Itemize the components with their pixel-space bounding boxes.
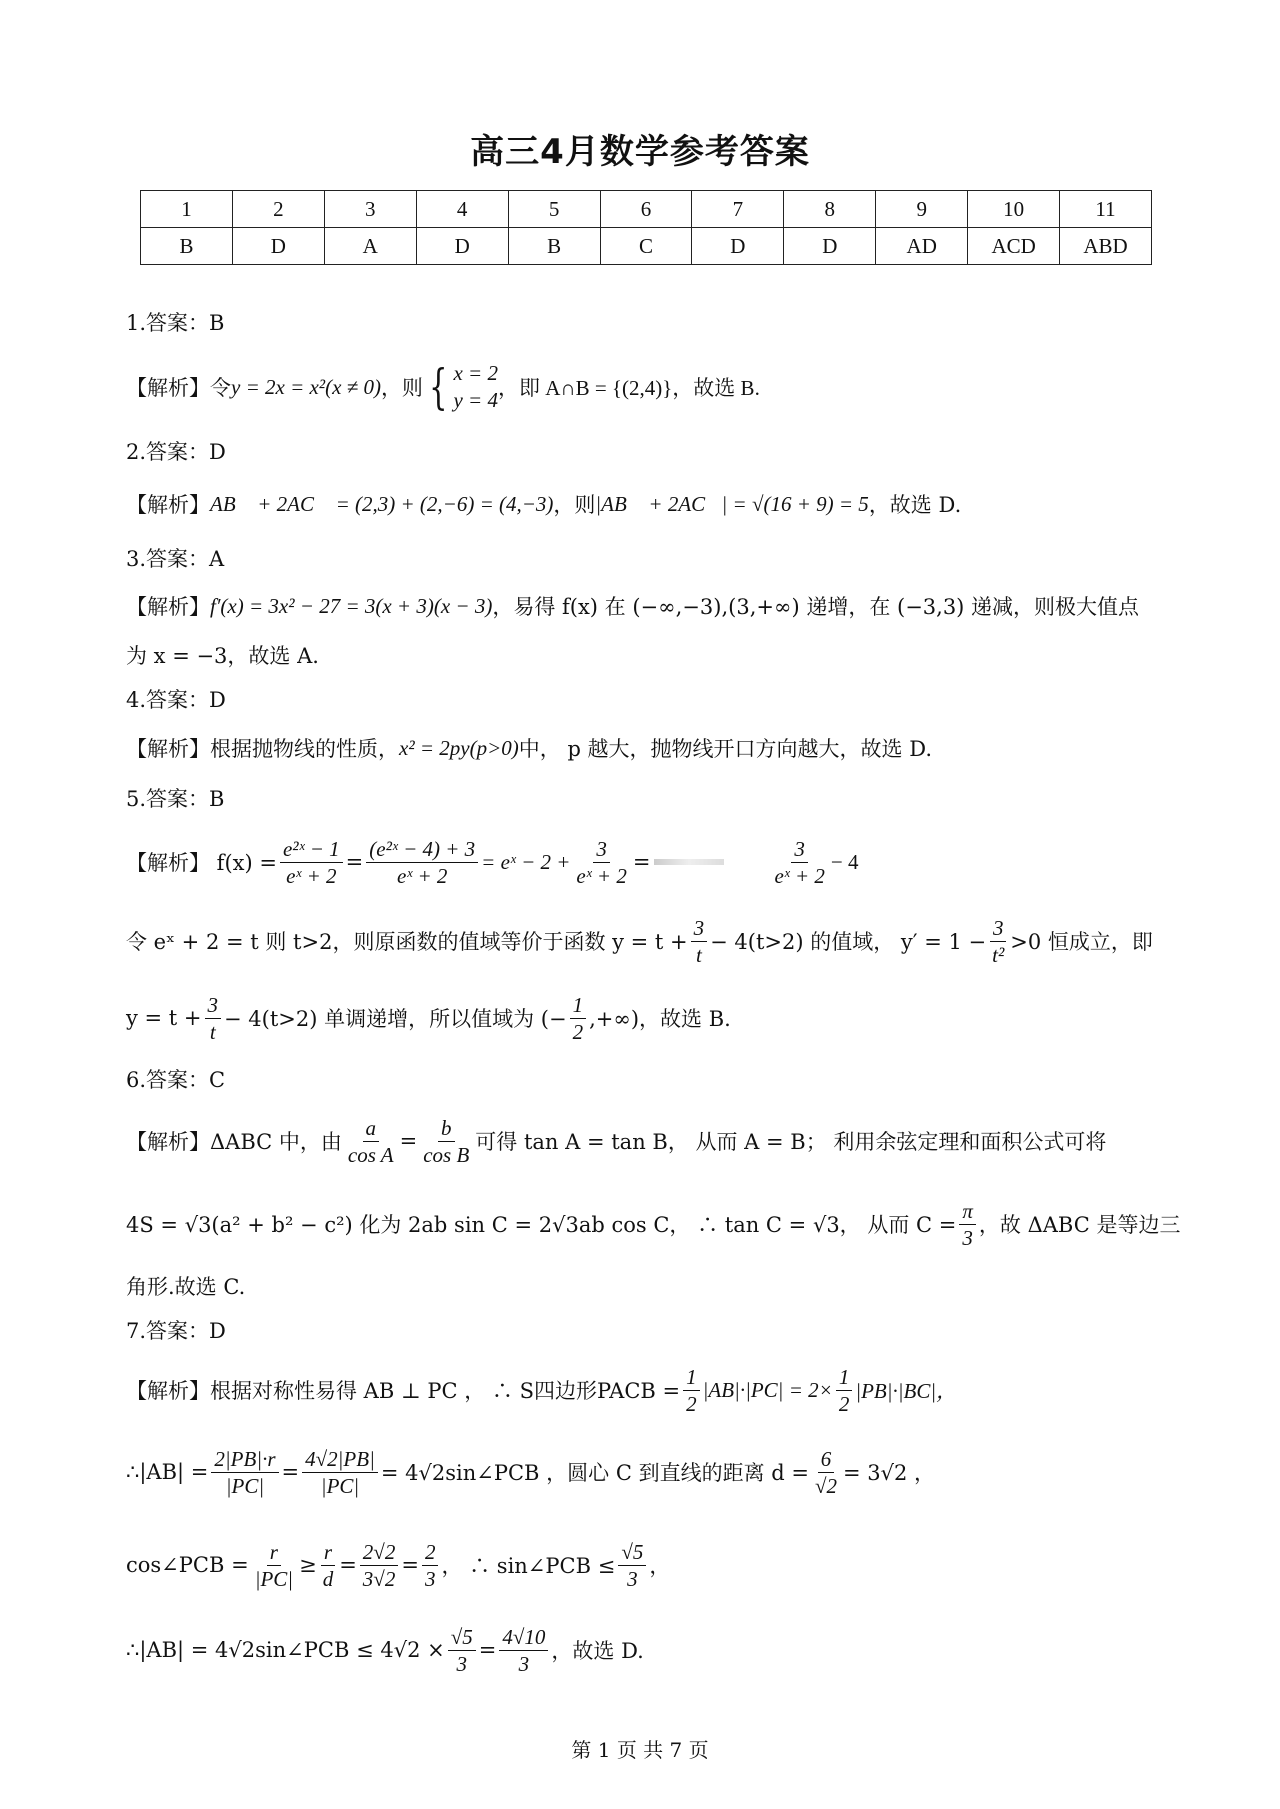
fraction (320, 1539, 337, 1592)
formula: f′(x) = 3x² − 27 = 3(x + 3)(x − 3) (210, 593, 493, 618)
text: ， (649, 1554, 671, 1578)
fraction (570, 992, 587, 1045)
answer-cell: B (141, 228, 233, 265)
question-number-cell: 5 (508, 191, 600, 228)
fraction (366, 836, 478, 889)
text: 令 eˣ + 2 = t 则 t>2，则原函数的值域等价于函数 y = t + (126, 930, 688, 954)
denominator: 2 (572, 1019, 584, 1044)
formula: x² = 2py(p>0) (399, 735, 519, 760)
fraction (959, 1198, 976, 1251)
q5-answer: 5.答案：B (126, 787, 225, 811)
numerator: 3 (691, 915, 708, 942)
q5-solution (126, 832, 858, 892)
fraction (683, 1364, 700, 1417)
denominator: eˣ + 2 (397, 863, 448, 888)
fraction (211, 1446, 278, 1499)
text: >0 恒成立，即 (1010, 930, 1153, 954)
text: = (399, 1129, 418, 1153)
fraction (989, 915, 1007, 968)
answer-cell: D (784, 228, 876, 265)
q5-solution-line3 (126, 988, 731, 1048)
equation-system: { x = 2 y = 4 (429, 359, 498, 415)
denominator: 2 (686, 1391, 697, 1416)
question-number-cell: 8 (784, 191, 876, 228)
text: 【解析】根据抛物线的性质， (126, 737, 399, 761)
text: ≥ (299, 1553, 317, 1577)
answer-row (141, 228, 1152, 265)
numerator: √5 (448, 1624, 476, 1651)
numerator: (e²ˣ − 4) + 3 (366, 836, 478, 863)
fraction (573, 836, 629, 889)
fraction (618, 1539, 646, 1592)
fraction (448, 1624, 476, 1677)
fraction (302, 1446, 378, 1499)
text: − 4(t>2) 的值域， y′ = 1 − (710, 930, 987, 954)
text: = (339, 1553, 357, 1577)
text: ，则 (553, 493, 596, 517)
text: = (401, 1553, 419, 1577)
eq: x = 2 (453, 361, 498, 385)
text: = eˣ − 2 + (481, 849, 571, 874)
fraction (812, 1446, 840, 1499)
fraction (280, 836, 343, 889)
question-number-cell: 4 (416, 191, 508, 228)
q7-solution-line2 (126, 1442, 935, 1502)
denominator: 2 (838, 1391, 850, 1416)
answer-cell: AD (876, 228, 968, 265)
text: |AB|·|PC| = 2× (702, 1377, 833, 1402)
q1-solution (126, 357, 760, 417)
q6-answer: 6.答案：C (126, 1068, 226, 1092)
text: = (345, 850, 364, 874)
text: 4S = √3(a² + b² − c²) 化为 2ab sin C = 2√3ab cos C， ∴ tan C = √3， 从而 C = (126, 1213, 957, 1237)
numerator: e²ˣ − 1 (280, 836, 343, 863)
numerator: 3 (593, 836, 610, 863)
text: y = t + (126, 1006, 202, 1030)
fraction (345, 1115, 397, 1168)
numerator: 1 (683, 1364, 700, 1391)
q7-solution (126, 1360, 957, 1420)
q7-answer: 7.答案：D (126, 1319, 226, 1343)
question-number-cell: 7 (692, 191, 784, 228)
fraction (252, 1539, 296, 1592)
question-number-cell: 10 (968, 191, 1060, 228)
q7-solution-line3 (126, 1535, 670, 1595)
q6-solution (126, 1111, 1106, 1171)
denominator: t² (992, 942, 1005, 967)
denominator: √2 (814, 1473, 837, 1498)
question-number-cell: 6 (600, 191, 692, 228)
text: = (478, 1638, 497, 1662)
denominator: t (695, 942, 702, 967)
denominator: 3 (518, 1651, 530, 1676)
numerator: 4√2|PB| (302, 1446, 378, 1473)
answer-cell: D (692, 228, 784, 265)
text: 【解析】令 (126, 376, 231, 400)
denominator: |PC| (225, 1473, 265, 1498)
denominator: eˣ + 2 (774, 863, 825, 888)
answer-cell: D (416, 228, 508, 265)
denominator: 3 (456, 1651, 467, 1676)
numerator: √5 (618, 1539, 646, 1566)
fraction (771, 836, 827, 889)
text: = (281, 1460, 300, 1484)
text: ,+∞)，故选 B. (589, 1007, 731, 1031)
numerator: 3 (205, 992, 222, 1019)
numerator: 3 (990, 915, 1007, 942)
blurred-region (654, 859, 724, 865)
numerator: 3 (791, 836, 808, 863)
text: 【解析】ΔABC 中，由 (126, 1130, 342, 1154)
text: ，故选 D. (551, 1639, 644, 1663)
eq: y = 4 (453, 388, 498, 412)
denominator: cos A (347, 1142, 394, 1167)
fraction (422, 1539, 439, 1592)
text: ，故 ΔABC 是等边三 (978, 1213, 1181, 1237)
q3-answer: 3.答案：A (126, 547, 225, 571)
text: ，易得 f(x) 在 (−∞,−3),(3,+∞) 递增，在 (−3,3) 递减，则极大值点 (492, 595, 1140, 619)
q6-solution-line3: 角形.故选 C. (126, 1275, 246, 1299)
text: ，则 (380, 376, 423, 400)
text: 可得 tan A = tan B， 从而 A = B； 利用余弦定理和面积公式可将 (475, 1130, 1107, 1154)
fraction (360, 1539, 399, 1592)
numerator: r (321, 1539, 335, 1566)
numerator: a (363, 1115, 380, 1142)
fraction (205, 992, 222, 1045)
denominator: t (209, 1019, 216, 1044)
q4-solution (126, 718, 932, 778)
text: |PB|·|BC|， (855, 1379, 958, 1403)
text: = 4√2sin∠PCB ，圆心 C 到直线的距离 d = (380, 1461, 809, 1485)
numerator: 2 (422, 1539, 439, 1566)
denominator: 3 (962, 1225, 973, 1250)
question-number-cell: 9 (876, 191, 968, 228)
fraction (836, 1364, 853, 1417)
page-footer: 第 1 页 共 7 页 (571, 1738, 709, 1762)
answer-cell: D (232, 228, 324, 265)
numerator: π (959, 1198, 976, 1225)
denominator: 3√2 (362, 1566, 396, 1591)
answer-cell: ABD (1060, 228, 1152, 265)
text: − 4 (830, 849, 859, 874)
numerator: 2|PB|·r (211, 1446, 278, 1473)
text: 【解析】 (126, 595, 210, 619)
denominator: |PC| (320, 1473, 360, 1498)
text: ， ∴ sin∠PCB ≤ (441, 1554, 616, 1578)
text: 中， p 越大，抛物线开口方向越大，故选 D. (518, 737, 932, 761)
text: ∴|AB| = (126, 1460, 209, 1484)
numerator: 1 (570, 992, 587, 1019)
text: cos∠PCB = (126, 1553, 249, 1577)
denominator: d (322, 1566, 334, 1591)
answer-cell: A (324, 228, 416, 265)
q7-solution-line4 (126, 1620, 644, 1680)
text: ，故选 D. (868, 493, 962, 517)
denominator: 3 (627, 1566, 638, 1591)
formula: y = 2x = x²(x ≠ 0) (231, 374, 381, 399)
q3-solution-cont: 为 x = −3，故选 A. (126, 644, 319, 668)
text: 【解析】 f(x) = (126, 851, 277, 875)
question-number-row (141, 191, 1152, 228)
page-title: 高三4月数学参考答案 (470, 132, 810, 172)
numerator: 4√10 (499, 1624, 548, 1651)
numerator: 1 (836, 1364, 853, 1391)
numerator: r (267, 1539, 281, 1566)
q1-answer: 1.答案：B (126, 311, 225, 335)
q2-solution (126, 474, 961, 534)
text: 【解析】根据对称性易得 AB ⊥ PC ， ∴ S四边形PACB = (126, 1379, 681, 1403)
numerator: b (438, 1115, 455, 1142)
question-number-cell: 11 (1060, 191, 1152, 228)
denominator: eˣ + 2 (286, 863, 337, 888)
formula: AB⃗ + 2AC⃗ = (2,3) + (2,−6) = (4,−3) (210, 491, 554, 516)
text: 【解析】 (126, 493, 210, 517)
q5-solution-line2 (126, 911, 1153, 971)
answer-cell: C (600, 228, 692, 265)
question-number-cell: 3 (324, 191, 416, 228)
formula: |AB⃗ + 2AC⃗| = √(16 + 9) = 5 (595, 491, 869, 516)
answer-cell: B (508, 228, 600, 265)
answer-cell: ACD (968, 228, 1060, 265)
numerator: 6 (818, 1446, 835, 1473)
denominator: |PC| (254, 1566, 294, 1591)
text: ∴|AB| = 4√2sin∠PCB ≤ 4√2 × (126, 1638, 445, 1662)
answer-table (140, 190, 1152, 265)
numerator: 2√2 (360, 1539, 399, 1566)
denominator: cos B (423, 1142, 470, 1167)
fraction (691, 915, 708, 968)
fraction (499, 1624, 548, 1677)
denominator: eˣ + 2 (576, 863, 627, 888)
q6-solution-line2 (126, 1194, 1180, 1254)
q2-answer: 2.答案：D (126, 440, 226, 464)
question-number-cell: 1 (141, 191, 233, 228)
q4-answer: 4.答案：D (126, 688, 226, 712)
text: = 3√2 ， (843, 1461, 936, 1485)
denominator: 3 (424, 1566, 436, 1591)
text: ，即 A∩B = {(2,4)}，故选 B. (497, 376, 760, 400)
question-number-cell: 2 (232, 191, 324, 228)
fraction (420, 1115, 472, 1168)
text: − 4(t>2) 单调递增，所以值域为 (− (224, 1007, 567, 1031)
text: = (632, 850, 651, 874)
